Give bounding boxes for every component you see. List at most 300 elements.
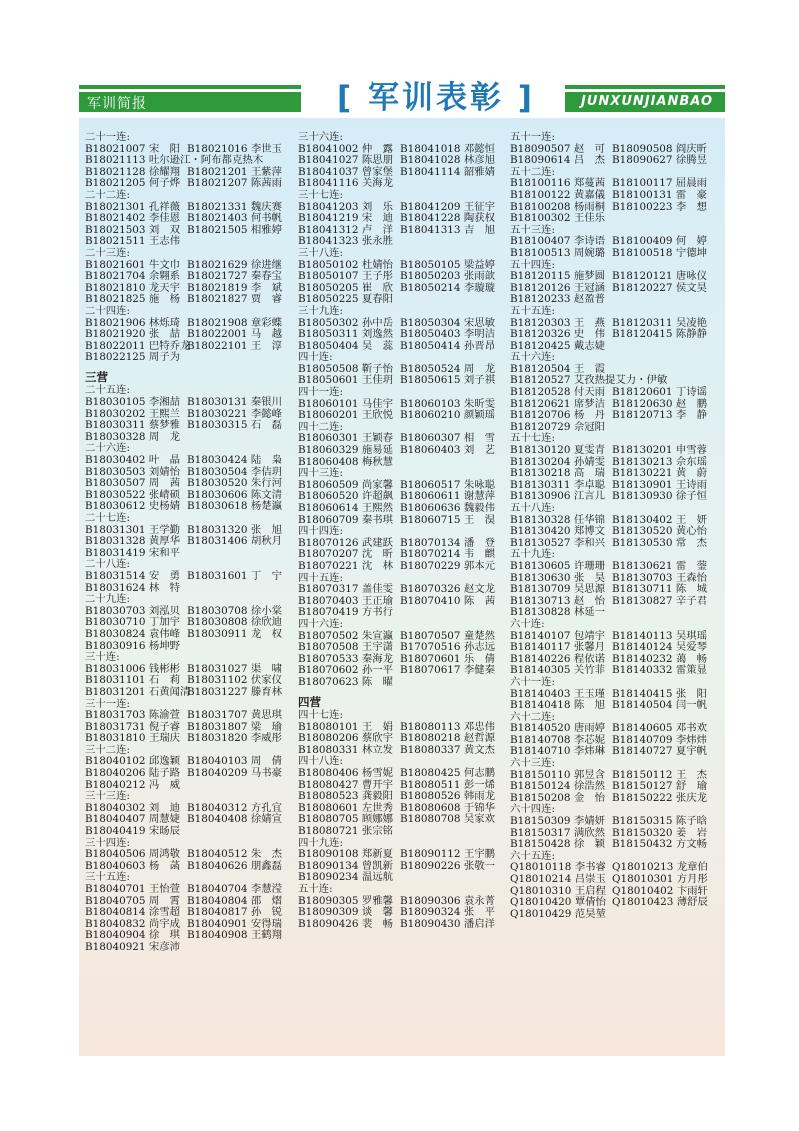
honoree-entry: B18050524 周 龙: [400, 362, 495, 375]
honoree-entry: B18080331 林立发: [298, 743, 393, 756]
honoree-entry: B18031027 渠 啸: [187, 662, 282, 675]
honoree-entry: B18100302 王佳乐: [510, 212, 605, 225]
honoree-entry: B18021403 何书帆: [187, 212, 282, 225]
honoree-entry: B18120126 王冠涵: [510, 281, 605, 294]
honoree-entry: B18031419 宋和平: [85, 546, 180, 559]
honoree-entry: B18080218 赵哲源: [400, 732, 495, 745]
honoree-entry: B18021331 魏庆赛: [187, 200, 282, 213]
honoree-entry: B18022125 周子为: [85, 351, 180, 364]
honoree-entry: B18031406 胡秋月: [187, 535, 282, 548]
honoree-entry: B18050403 李明洁: [400, 328, 495, 341]
honoree-entry: B18021629 徐进继: [187, 258, 282, 271]
honoree-row: [298, 584, 503, 596]
honoree-entry: B18030916 杨坤野: [85, 639, 180, 652]
company-heading: 六十三连:: [510, 757, 556, 770]
honoree-entry: B18130906 江言儿: [510, 490, 605, 503]
company-heading: 五十五连:: [510, 304, 556, 317]
company-heading: 五十八连:: [510, 502, 556, 514]
honoree-entry: B18130328 任华锦: [510, 513, 605, 526]
company-heading: 四十七连:: [298, 709, 344, 722]
honoree-row: [510, 538, 722, 550]
honoree-entry: B18030105 李湘喆: [85, 396, 180, 409]
honoree-entry: B18070507 童楚然: [400, 629, 495, 642]
honoree-row: [298, 213, 503, 225]
company-heading: 三十九连:: [298, 304, 344, 317]
honoree-entry: B18021205 何子烨: [85, 177, 180, 190]
honoree-entry: B18090305 罗雅馨: [298, 894, 393, 907]
honoree-entry: B18150124 徐浩然: [510, 780, 605, 793]
honoree-entry: B18150309 李婧妍: [510, 815, 605, 828]
honoree-entry: B18031810 王瑞庆: [85, 732, 180, 745]
honoree-entry: B18031601 丁 宁: [187, 569, 282, 582]
honoree-entry: B18070134 潘 登: [400, 536, 495, 549]
honoree-entry: B18050304 宋思敏: [400, 316, 495, 329]
honoree-row: [298, 515, 503, 527]
honoree-row: [85, 329, 290, 341]
honoree-entry: B18021402 李佳恩: [85, 212, 180, 225]
honoree-row: [298, 410, 503, 422]
honoree-entry: B18050225 夏春阳: [298, 293, 393, 306]
company-heading: 四十二连:: [298, 420, 344, 433]
honoree-entry: B18021007 宋 阳: [85, 142, 180, 155]
honoree-entry: B18090426 裴 畅: [298, 917, 393, 930]
honoree-entry: B18030808 徐欣迪: [187, 616, 282, 629]
company-heading: 三十八连:: [298, 246, 344, 259]
pinyin-band: [565, 92, 725, 112]
honoree-entry: B18030507 周 茜: [85, 477, 180, 490]
honoree-entry: Q18010310 王启程: [510, 884, 606, 897]
honoree-entry: B18080113 邓忠伟: [400, 720, 495, 733]
honoree-entry: Q18010429 范昊堃: [510, 907, 606, 920]
honoree-entry: B18130901 王诗雨: [612, 478, 707, 491]
honoree-entry: B18041313 吉 旭: [400, 223, 495, 236]
honoree-row: [510, 816, 722, 828]
section-band: [79, 92, 301, 112]
honoree-row: [298, 271, 503, 283]
honoree-entry: B18140117 张馨月: [510, 641, 605, 654]
honoree-entry: B18031320 张 旭: [187, 523, 282, 536]
honoree-entry: B18021920 张 喆: [85, 328, 180, 341]
honoree-entry: B18040921 宋彦沛: [85, 940, 180, 953]
honoree-row: [85, 236, 290, 248]
honoree-entry: B18130930 徐子恒: [612, 490, 707, 503]
company-heading: 二十一连:: [85, 131, 131, 143]
honoree-entry: B18031328 黄厚华: [85, 535, 180, 548]
honoree-row: [85, 710, 290, 722]
honoree-row: [510, 793, 722, 805]
honoree-row: [85, 780, 290, 792]
honoree-entry: B18090324 张 平: [400, 906, 495, 919]
company-heading: 五十一连:: [510, 131, 556, 143]
honoree-row: [510, 642, 722, 654]
honoree-entry: B18140332 雷策显: [612, 664, 707, 677]
honoree-entry: B18030606 陈文清: [187, 488, 282, 501]
honoree-entry: B18150208 金 怡: [510, 791, 605, 804]
honoree-entry: B18100513 周婉璐: [510, 246, 605, 259]
honoree-row: [85, 271, 290, 283]
honoree-entry: B18130703 王森怡: [612, 571, 707, 584]
honoree-entry: B18030328 周 龙: [85, 430, 180, 443]
honoree-entry: B18031101 石 莉: [85, 674, 180, 687]
honoree-row: [298, 236, 503, 248]
honoree-entry: B18060611 谢慧萍: [400, 490, 495, 503]
honoree-entry: B18130527 李和兴: [510, 536, 605, 549]
honoree-entry: B18140605 邓书欢: [612, 722, 707, 735]
company-heading: 五十九连:: [510, 548, 556, 561]
honoree-entry: B18080523 龚毅阳: [298, 790, 393, 803]
honoree-entry: B18021301 孔祥薇: [85, 200, 180, 213]
honoree-entry: B18021503 刘 双: [85, 223, 180, 236]
honoree-entry: B18130204 孙婧雯: [510, 455, 605, 468]
company-heading: 四十九连:: [298, 836, 344, 849]
honoree-entry: B18031731 倪子睿: [85, 720, 180, 733]
honoree-entry: B18130605 许珊珊: [510, 559, 605, 572]
honoree-entry: B18120227 侯文昊: [612, 281, 707, 294]
honoree-entry: B18130201 申雪蓉: [612, 444, 707, 457]
company-heading: 五十七连:: [510, 432, 556, 445]
honoree-entry: B18031201 石黄闻清: [85, 685, 191, 698]
honoree-row: [85, 942, 290, 954]
honoree-entry: B18120425 戴志婕: [510, 339, 605, 352]
honoree-entry: B18041312 卢 洋: [298, 223, 393, 236]
company-heading: 四十六连:: [298, 617, 344, 630]
honoree-entry: B18120621 席梦洁: [510, 397, 605, 410]
honoree-entry: B18130828 林延一: [510, 606, 605, 619]
honoree-row: [510, 190, 722, 202]
honoree-row: [510, 445, 722, 457]
honoree-entry: B18050302 孙中岳: [298, 316, 393, 329]
company-heading: 二十八连:: [85, 558, 131, 571]
company-heading: 三十五连:: [85, 871, 131, 884]
honoree-row: [510, 213, 722, 225]
honoree-entry: B18070126 武建跃: [298, 536, 393, 549]
honoree-row: [298, 745, 503, 757]
honoree-row: [85, 583, 290, 595]
honoree-entry: B18080425 何志鹏: [400, 767, 495, 780]
honoree-entry: B18050203 张雨歆: [400, 270, 495, 283]
honoree-entry: B18060301 王颖春: [298, 432, 393, 445]
honoree-entry: B18060715 王 淏: [400, 513, 495, 526]
honoree-entry: B18060517 朱咏聪: [400, 478, 495, 491]
honoree-entry: B18080406 杨雪妮: [298, 767, 393, 780]
honoree-row: [510, 329, 722, 341]
company-heading: 六十二连:: [510, 710, 556, 723]
company-heading: 二十七连:: [85, 512, 131, 524]
honoree-row: [85, 501, 290, 513]
honoree-row: [298, 375, 503, 387]
company-heading: 五十六连:: [510, 351, 556, 364]
honoree-entry: B18041323 张永胜: [298, 235, 393, 248]
honoree-entry: B18040804 邵 熠: [187, 894, 282, 907]
honoree-entry: B18030710 丁加宇: [85, 616, 180, 629]
honoree-entry: B18022101 王 淳: [187, 339, 282, 352]
honoree-entry: B18140708 李芯妮: [510, 733, 605, 746]
header-rule-right: [565, 85, 725, 89]
honoree-entry: B18120233 赵盈普: [510, 293, 605, 306]
honoree-entry: B18030522 张崝硕: [85, 488, 180, 501]
company-heading: 四十三连:: [298, 467, 344, 480]
honoree-entry: B18030504 李佶玥: [187, 465, 282, 478]
honoree-entry: B18090614 吕 杰: [510, 154, 605, 167]
honoree-entry: B18140709 李炜炜: [612, 733, 707, 746]
honoree-entry: B18060709 秦书琪: [298, 513, 393, 526]
honoree-entry: B18150428 徐 颖: [510, 838, 605, 851]
honoree-row: [298, 457, 503, 469]
honoree-row: [298, 178, 503, 190]
honoree-entry: B18030612 史杨婧: [85, 500, 180, 513]
honoree-entry: B18120326 史 伟: [510, 328, 605, 341]
honoree-entry: B18060520 许超飙: [298, 490, 393, 503]
honoree-entry: B18030503 刘婧怡: [85, 465, 180, 478]
honoree-entry: B18130621 雷 蓥: [612, 559, 707, 572]
honoree-entry: B18140107 包靖宇: [510, 629, 605, 642]
honoree-row: [510, 271, 722, 283]
honoree-entry: B18050601 王佳玥: [298, 374, 393, 387]
honoree-entry: B18140226 程依诺: [510, 652, 605, 665]
honoree-entry: B18040212 冯 威: [85, 778, 180, 791]
honoree-entry: B18120311 吴凌艳: [612, 316, 707, 329]
honoree-entry: B18130221 黄 蔚: [612, 467, 707, 480]
honoree-entry: B18030708 徐小棠: [187, 604, 282, 617]
honoree-entry: B18030315 石 磊: [187, 419, 282, 432]
honoree-entry: B18031703 陈渝萱: [85, 709, 180, 722]
honoree-entry: B18030520 朱行河: [187, 477, 282, 490]
honoree-entry: B18041219 宋 迪: [298, 212, 393, 225]
honoree-entry: B18140232 蔼 畅: [612, 652, 707, 665]
company-heading: 四十一连:: [298, 386, 344, 399]
honoree-entry: B18041028 林彦旭: [400, 154, 495, 167]
honoree-entry: B18021819 李 斌: [187, 281, 282, 294]
honoree-entry: B18100407 李诗语: [510, 235, 605, 248]
honoree-row: [85, 571, 290, 583]
honoree-entry: B18070403 王正瑜: [298, 594, 393, 607]
honoree-entry: B18040832 尚宇成: [85, 917, 180, 930]
honoree-entry: B18070508 王宇潇: [298, 641, 393, 654]
honoree-entry: B18120713 李 静: [612, 409, 707, 422]
honoree-entry: B18080206 蔡欣宇: [298, 732, 393, 745]
honoree-row: [510, 607, 722, 619]
honoree-entry: B18120630 赵 鹏: [612, 397, 707, 410]
honoree-entry: B18030131 秦银川: [187, 396, 282, 409]
honoree-entry: B18040312 方孔宜: [187, 801, 282, 814]
honoree-entry: B18130311 李卓聪: [510, 478, 605, 491]
honoree-row: [85, 432, 290, 444]
company-heading: 四十八连:: [298, 755, 344, 768]
honoree-entry: B18070601 乐 倩: [400, 652, 495, 665]
honoree-entry: B18031301 王学勤: [85, 523, 180, 536]
company-heading: 四十五连:: [298, 571, 344, 584]
honoree-row: [298, 329, 503, 341]
honoree-entry: B18080337 黄文杰: [400, 743, 495, 756]
honoree-row: [510, 155, 722, 167]
honoree-entry: B18021825 施 杨: [85, 293, 180, 306]
honoree-entry: B18060614 王熙然: [298, 502, 393, 514]
honoree-entry: B18022001 马 越: [187, 328, 282, 341]
honoree-row: [510, 584, 722, 596]
honoree-entry: B17070516 孙志远: [400, 641, 495, 654]
honoree-entry: B18070221 沈 林: [298, 559, 393, 572]
honoree-row: [510, 874, 722, 886]
honoree-entry: B18060210 颜颖瑶: [400, 409, 495, 422]
honoree-entry: B18050311 刘逸然: [298, 328, 393, 341]
honoree-row: [510, 909, 722, 921]
honoree-entry: B18140418 陈 旭: [510, 699, 605, 712]
honoree-entry: B18120729 佘冠阳: [510, 420, 605, 433]
honoree-entry: B18050214 李璇璇: [400, 281, 495, 294]
honoree-entry: B18060636 魏毅伟: [400, 502, 495, 514]
honoree-entry: B18040701 王怡萱: [85, 883, 180, 895]
honoree-entry: B18050205 崔 欣: [298, 281, 393, 294]
honoree-entry: B18100518 宁德坤: [612, 246, 707, 259]
honoree-entry: B18070207 沈 昕: [298, 548, 393, 561]
honoree-entry: Q18010420 覃倩怡: [510, 896, 606, 909]
honoree-entry: B18070326 赵文龙: [400, 583, 495, 596]
honoree-row: [510, 839, 722, 851]
honoree-row: [85, 629, 290, 641]
honoree-row: [298, 642, 503, 654]
honoree-entry: B18060307 相 雪: [400, 432, 495, 445]
honoree-entry: B18140415 张 阳: [612, 687, 707, 700]
honoree-entry: B18021505 相雅婷: [187, 223, 282, 236]
honoree-entry: B18120601 丁诗谣: [612, 386, 707, 399]
honoree-entry: B18040512 朱 杰: [187, 848, 282, 861]
honoree-entry: B18030911 龙 权: [187, 627, 282, 640]
honoree-entry: B18140124 吴爱琴: [612, 641, 707, 654]
company-heading: 六十五连:: [510, 849, 556, 862]
honoree-entry: Q18010423 薄舒辰: [612, 896, 708, 909]
honoree-entry: B18041116 关海龙: [298, 177, 393, 190]
honoree-entry: B18100409 何 婷: [612, 235, 707, 248]
honoree-entry: B18070317 盖佳雯: [298, 583, 393, 596]
honoree-entry: B18140504 闫一帆: [612, 699, 707, 712]
battalion-heading: 四营: [298, 694, 321, 709]
honor-list-panel: [79, 118, 725, 1056]
honoree-entry: B18080101 王 娟: [298, 720, 393, 733]
honoree-row: [510, 422, 722, 434]
honoree-entry: B18100122 黄嘉儀: [510, 188, 605, 201]
honoree-row: [85, 548, 290, 560]
honoree-entry: Q18010214 吕崇玉: [510, 873, 606, 885]
honoree-entry: B18080427 曹开宇: [298, 778, 393, 791]
honoree-row: [510, 665, 722, 677]
honoree-entry: B18150315 陈子晗: [612, 815, 707, 828]
honoree-entry: B18031102 伏家仪: [187, 674, 282, 687]
honoree-entry: B18040302 刘 迪: [85, 801, 180, 814]
honoree-entry: B18021704 余翱系: [85, 270, 180, 283]
honoree-entry: B18090507 赵 可: [510, 142, 605, 155]
honoree-entry: B18021113 吐尔逊江・阿布都克热木: [85, 154, 264, 167]
honoree-entry: B18090627 徐腾昱: [612, 154, 707, 167]
honoree-entry: B18100116 郑蔓茜: [510, 177, 605, 190]
honoree-entry: B18030824 袁伟峰: [85, 627, 180, 640]
honoree-entry: B18060403 刘 艺: [400, 444, 495, 457]
honoree-row: [85, 178, 290, 190]
honoree-entry: B18080608 于锦华: [400, 801, 495, 814]
honoree-entry: B18040626 朋鑫磊: [187, 859, 282, 872]
honoree-entry: B18150320 姜 岩: [612, 826, 707, 839]
honoree-entry: B18021511 王志伟: [85, 235, 180, 248]
honoree-entry: B18130520 黄心怡: [612, 525, 707, 538]
honoree-row: [298, 872, 503, 884]
honoree-entry: B18041037 曾家堡: [298, 165, 393, 178]
honoree-entry: B18050615 刘子祺: [400, 374, 495, 387]
honoree-entry: B18050107 王子彤: [298, 270, 393, 283]
honoree-entry: B18130120 夏雯青: [510, 444, 605, 457]
honoree-entry: B18130402 王 妍: [612, 513, 707, 526]
company-heading: 三十七连:: [298, 188, 344, 201]
honoree-row: [85, 826, 290, 838]
honoree-entry: B18140727 夏宇帆: [612, 745, 707, 758]
honoree-row: [298, 768, 503, 780]
honoree-entry: B18040705 周 霄: [85, 894, 180, 907]
column-3: [510, 132, 722, 920]
honoree-entry: B18030402 叶 晶: [85, 454, 180, 467]
honoree-row: [298, 294, 503, 306]
battalion-heading: 三营: [85, 369, 108, 384]
honoree-entry: B18050105 梁益婷: [400, 258, 495, 271]
honoree-entry: B18031514 安 勇: [85, 569, 180, 582]
honoree-row: [298, 341, 503, 353]
honoree-entry: B18150222 张庆龙: [612, 791, 707, 804]
honoree-entry: B18040904 徐 琪: [85, 929, 180, 942]
honoree-row: [85, 641, 290, 653]
honoree-entry: Q18010118 李书睿: [510, 861, 606, 874]
honoree-entry: B18030202 王熙兰: [85, 407, 180, 420]
company-heading: 四十连:: [298, 351, 333, 364]
honoree-entry: B18100208 杨雨桐: [510, 200, 605, 213]
honoree-row: [510, 561, 722, 573]
honoree-entry: Q18010301 方月彤: [612, 873, 708, 885]
honoree-row: [510, 700, 722, 712]
honoree-entry: B18140710 李炜琳: [510, 745, 605, 758]
honoree-entry: B18070410 陈 茜: [400, 594, 495, 607]
honoree-entry: B18021827 贾 睿: [187, 293, 282, 306]
honoree-entry: B18050404 吴 蕊: [298, 339, 393, 352]
honoree-entry: B18060201 王欣悦: [298, 409, 393, 422]
company-heading: 三十一连:: [85, 697, 131, 710]
honoree-entry: B18150112 王 杰: [612, 768, 707, 781]
honoree-row: [298, 607, 503, 619]
honoree-row: [510, 746, 722, 758]
company-heading: 二十三连:: [85, 246, 131, 259]
honoree-entry: B18041203 刘 乐: [298, 200, 393, 213]
column-2: [298, 132, 503, 930]
honoree-entry: B18030424 陆 枭: [187, 454, 282, 467]
honoree-row: [85, 294, 290, 306]
honoree-entry: B18070533 秦海龙: [298, 652, 393, 665]
honoree-entry: B18040206 陆子路: [85, 767, 180, 780]
honoree-row: [85, 397, 290, 409]
honoree-entry: B18022011 巴特乔龙: [85, 339, 191, 352]
honoree-entry: B18041002 仲 露: [298, 142, 393, 155]
honoree-entry: B18030221 李懿峰: [187, 407, 282, 420]
honoree-entry: B18040102 邱逸颖: [85, 755, 180, 768]
honoree-entry: B18080705 顾娜娜: [298, 813, 393, 826]
honoree-row: [298, 503, 503, 515]
honoree-entry: B18090234 温远航: [298, 871, 393, 884]
column-1: [85, 132, 290, 954]
header-rule-left: [79, 85, 301, 89]
company-heading: 六十连:: [510, 617, 545, 630]
honoree-row: [510, 341, 722, 353]
honoree-entry: B18031227 滕育林: [187, 685, 282, 698]
honoree-entry: B18090134 曾凯新: [298, 859, 393, 872]
honoree-entry: Q18010402 卞雨轩: [612, 884, 708, 897]
honoree-entry: B18080721 张宗铭: [298, 825, 393, 838]
honoree-row: [85, 733, 290, 745]
honoree-entry: B18130713 赵 怡: [510, 594, 605, 607]
honoree-row: [510, 248, 722, 260]
